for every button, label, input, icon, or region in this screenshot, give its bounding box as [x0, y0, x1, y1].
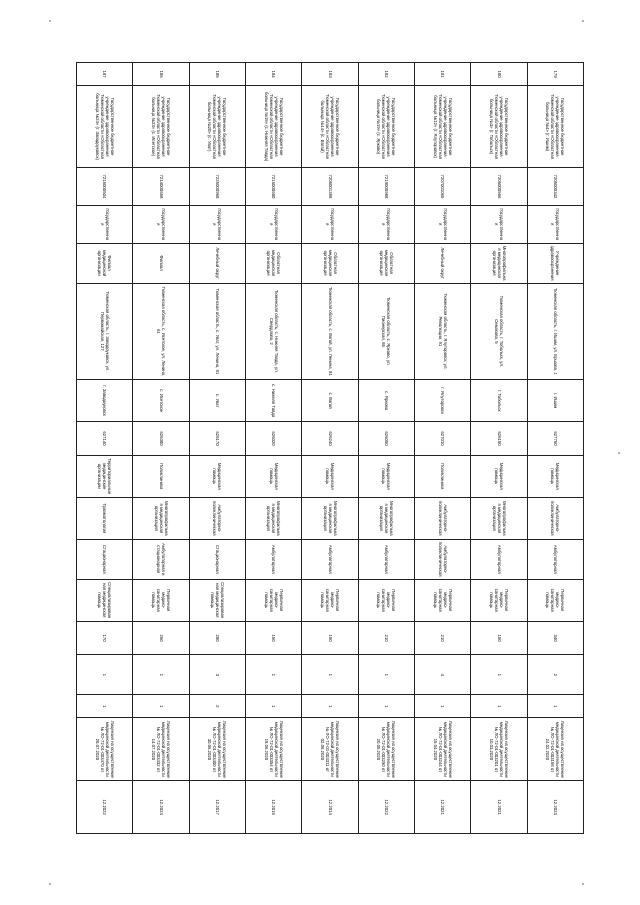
cell-count: 150 — [471, 621, 527, 655]
cell-q1: 1 — [77, 655, 133, 695]
cell-q1: 4 — [415, 655, 471, 695]
cell-q1: 1 — [471, 655, 527, 695]
cell-type: Амбулаторно-поликлиническая — [189, 497, 245, 539]
cell-ownership: Государственная — [471, 205, 527, 243]
cell-type: Многопрофильная медицинская организация — [133, 497, 189, 539]
cell-form: Учреждение здравоохранения — [527, 243, 583, 283]
cell-subtype: Амбулаторная — [527, 539, 583, 579]
cell-date: 12.2015 — [246, 781, 302, 834]
cell-q1: 3 — [189, 655, 245, 695]
cell-q1: 1 — [302, 655, 358, 695]
cell-locality: г. Тобольск — [471, 380, 527, 422]
cell-form: Лечебный округ — [415, 243, 471, 283]
cell-address: Тюменская область, с. Вагай, ул. Ленина, 81 — [302, 283, 358, 380]
cell-form: Филиал медицинской организации — [77, 243, 133, 283]
cell-form: Областная медицинская организация — [302, 243, 358, 283]
cell-locality: г. Ялуторовск — [415, 380, 471, 422]
cell-ownership: Государственная — [77, 205, 133, 243]
cell-date: 12.2014 — [302, 781, 358, 834]
table-row — [302, 63, 358, 834]
cell-name: Государственное бюджетное учреждение здравоохранения Тюменской области «Областная больница №4» (г. Ишим) — [527, 86, 583, 168]
cell-license: Лицензия на осуществление медицинской деятельности № ЛО-72-01-003400 от 30.06.2020 — [189, 718, 245, 781]
cell-capacity: Специализированная медицинская помощь — [77, 579, 133, 621]
cell-subtype: Амбулаторная — [358, 539, 414, 579]
cell-q1: 1 — [133, 655, 189, 695]
cell-count: 150 — [246, 621, 302, 655]
table-row — [77, 63, 133, 834]
cell-form: Областная медицинская организация — [246, 243, 302, 283]
cell-ownership: Государственная — [189, 205, 245, 243]
cell-count: 210 — [358, 621, 414, 655]
cell-capacity: Первичная медико-санитарная помощь — [302, 579, 358, 621]
cell-locality: с. Ярково — [358, 380, 414, 422]
cell-capacity: Первичная медико-санитарная помощь — [358, 579, 414, 621]
cell-subtype: Амбулаторная — [302, 539, 358, 579]
cell-capacity: Первичная медико-санитарная помощь — [133, 579, 189, 621]
cell-capacity: Специализированная медицинская помощь — [189, 579, 245, 621]
cell-index: 626240 — [302, 422, 358, 456]
cell-q2: 1 — [246, 695, 302, 718]
cell-type: Многопрофильная медицинская организация — [358, 497, 414, 539]
cell-type: Амбулаторно-поликлиническая — [527, 497, 583, 539]
cell-inn: 7225000968 — [189, 168, 245, 206]
cell-num: 185 — [189, 63, 245, 86]
rotated-table-wrapper — [76, 62, 584, 834]
cell-num: 179 — [527, 63, 583, 86]
cell-category: Медицинская помощь — [471, 455, 527, 497]
cell-q1: 2 — [527, 655, 583, 695]
cell-type: Многопрофильная медицинская организация — [471, 497, 527, 539]
cell-address: Тюменская область, с. Исетское, ул. Ленина, 61 — [133, 283, 189, 380]
cell-date: 12.2021 — [471, 781, 527, 834]
cell-license: Лицензия на осуществление медицинской деятельности № ЛО-72-01-003354 от 18.06.2020 — [246, 718, 302, 781]
cell-address: Тюменская область, г. Заводоуковск, ул. Первомайская, 127 — [77, 283, 133, 380]
scan-speck — [49, 20, 51, 22]
cell-q2: 1 — [302, 695, 358, 718]
cell-name: Государственное бюджетное учреждение здравоохранения Тюменской области «Областная больница №20» (с. Уват) — [189, 86, 245, 168]
cell-subtype: Амбулаторная — [471, 539, 527, 579]
cell-q2: 1 — [415, 695, 471, 718]
cell-date: 12.2021 — [415, 781, 471, 834]
cell-q2: 2 — [189, 695, 245, 718]
cell-index: 627010 — [415, 422, 471, 456]
cell-index: 626020 — [246, 422, 302, 456]
cell-capacity: Первичная медико-санитарная помощь — [527, 579, 583, 621]
cell-name: Государственное бюджетное учреждение здравоохранения Тюменской области «Областная больница №12» (г. Ялуторовск) — [415, 86, 471, 168]
cell-q2: 1 — [471, 695, 527, 718]
cell-index: 627750 — [527, 422, 583, 456]
cell-index: 626050 — [358, 422, 414, 456]
cell-locality: с. Исетское — [133, 380, 189, 422]
cell-category: Поликлиника — [415, 455, 471, 497]
cell-q1: 1 — [246, 655, 302, 695]
table-row — [189, 63, 245, 834]
cell-subtype: Амбулаторная и стационарная — [133, 539, 189, 579]
cell-category: Территориальные медицинские организации — [77, 455, 133, 497]
cell-locality: с. Нижняя Тавда — [246, 380, 302, 422]
cell-date: 12.2017 — [189, 781, 245, 834]
cell-name: Государственное бюджетное учреждение здравоохранения Тюменской области «Областная больница №19» (с. Ярково) — [358, 86, 414, 168]
cell-count: 340 — [527, 621, 583, 655]
cell-q1: 1 — [358, 655, 414, 695]
cell-address: Тюменская область, г. Тобольск, ул. Семакова, 5 — [471, 283, 527, 380]
cell-subtype: Стационарная — [77, 539, 133, 579]
cell-num: 187 — [77, 63, 133, 86]
cell-name: Государственное бюджетное учреждение здравоохранения Тюменской области «Областная больница №14» (с. Вагай) — [302, 86, 358, 168]
cell-ownership: Государственная — [302, 205, 358, 243]
cell-ownership: Государственная — [358, 205, 414, 243]
cell-address: Тюменская область, с. Нижняя Тавда, ул. Свердлова, 2 — [246, 283, 302, 380]
cell-count: 150 — [302, 621, 358, 655]
cell-ownership: Государственная — [133, 205, 189, 243]
cell-num: 181 — [415, 63, 471, 86]
cell-subtype: Стационарная — [189, 539, 245, 579]
table-row — [415, 63, 471, 834]
cell-license: Лицензия на осуществление медицинской деятельности № ЛО-72-01-003290 от 20.05.2020 — [358, 718, 414, 781]
cell-name: Государственное бюджетное учреждение здравоохранения Тюменской области «Областная больница №23» (с. Исетское) — [133, 86, 189, 168]
table-row — [246, 63, 302, 834]
cell-form: Филиал — [133, 243, 189, 283]
cell-inn: 7207001065 — [415, 168, 471, 206]
cell-capacity: Первичная медико-санитарная помощь — [246, 579, 302, 621]
cell-ownership: Государственная — [246, 205, 302, 243]
cell-license: Лицензия на осуществление медицинской деятельности № ЛО-72-01-003201 от 10.03.2020 — [471, 718, 527, 781]
cell-address: Тюменская область, г. Ялуторовск, ул. Революции, 91 — [415, 283, 471, 380]
cell-address: Тюменская область, с. Уват, ул. Ленина, 91 — [189, 283, 245, 380]
cell-category: Поликлиника — [133, 455, 189, 497]
registry-table — [76, 62, 584, 834]
cell-form: Областная медицинская организация — [358, 243, 414, 283]
table-row — [133, 63, 189, 834]
cell-date: 12.2024 — [133, 781, 189, 834]
cell-form: Лечебный округ — [189, 243, 245, 283]
cell-license: Лицензия на осуществление медицинской деятельности № ЛО-72-01-003432 от 14.07.2020 — [133, 718, 189, 781]
cell-inn: 7215000604 — [77, 168, 133, 206]
cell-subtype: Амбулаторная — [246, 539, 302, 579]
cell-locality: с. Вагай — [302, 380, 358, 422]
cell-type: Многопрофильная медицинская организация — [302, 497, 358, 539]
cell-category: Медицинская помощь — [246, 455, 302, 497]
cell-license: Лицензия на осуществление медицинской деятельности № ЛО-72-01-003244 от 15.04.2020 — [415, 718, 471, 781]
cell-license: Лицензия на осуществление медицинской деятельности № ЛО-72-01-003470 от 28.07.2020 — [77, 718, 133, 781]
cell-category: Медицинская помощь — [302, 455, 358, 497]
cell-ownership: Государственная — [527, 205, 583, 243]
scan-speck — [618, 452, 620, 454]
cell-locality: с. Уват — [189, 380, 245, 422]
cell-q2: 1 — [133, 695, 189, 718]
cell-count: 280 — [189, 621, 245, 655]
cell-q2: 1 — [527, 695, 583, 718]
cell-name: Государственное бюджетное учреждение здравоохранения Тюменской области «Областная больница №3» (г. Тобольск) — [471, 86, 527, 168]
table-row — [527, 63, 583, 834]
cell-category: Медицинская помощь — [358, 455, 414, 497]
cell-num: 184 — [246, 63, 302, 86]
scan-speck — [582, 20, 584, 22]
cell-type: Амбулаторно-поликлиническая — [415, 497, 471, 539]
cell-q2: 1 — [77, 695, 133, 718]
cell-subtype: Амбулаторно-поликлиническая — [415, 539, 471, 579]
cell-num: 186 — [133, 63, 189, 86]
cell-inn: 7206001398 — [302, 168, 358, 206]
cell-type: Многопрофильная медицинская организация — [246, 497, 302, 539]
cell-num: 180 — [471, 63, 527, 86]
cell-count: 260 — [133, 621, 189, 655]
cell-inn: 7205000342 — [527, 168, 583, 206]
cell-locality: г. Ишим — [527, 380, 583, 422]
cell-index: 627140 — [77, 422, 133, 456]
cell-category: Медицинская помощь — [527, 455, 583, 497]
cell-num: 183 — [302, 63, 358, 86]
cell-date: 12.2023 — [527, 781, 583, 834]
cell-q2: 1 — [358, 695, 414, 718]
cell-name: Государственное бюджетное учреждение здравоохранения Тюменской области «Областная больница №24» (г. Заводоуковск) — [77, 86, 133, 168]
cell-ownership: Государственная — [415, 205, 471, 243]
cell-date: 12.2022 — [358, 781, 414, 834]
cell-index: 626150 — [471, 422, 527, 456]
cell-capacity: Первичная медико-санитарная помощь — [471, 579, 527, 621]
cell-type: Травматология — [77, 497, 133, 539]
cell-locality: г. Заводоуковск — [77, 380, 133, 422]
cell-inn: 7214000658 — [133, 168, 189, 206]
cell-date: 12.2022 — [77, 781, 133, 834]
cell-address: Тюменская область, г. Ишим, ул. Ершова, 1 — [527, 283, 583, 380]
cell-name: Государственное бюджетное учреждение здравоохранения Тюменской области «Областная больница №15» (с. Нижняя Тавда) — [246, 86, 302, 168]
cell-inn: 7216000680 — [246, 168, 302, 206]
scan-speck — [49, 883, 51, 885]
scan-speck — [582, 883, 584, 885]
table-row — [358, 63, 414, 834]
cell-category: Медицинская помощь — [189, 455, 245, 497]
cell-inn: 7206000566 — [471, 168, 527, 206]
cell-form: Многопрофильная медицинская организация — [471, 243, 527, 283]
cell-license: Лицензия на осуществление медицинской деятельности № ЛО-72-01-003158 от 24.02.2020 — [527, 718, 583, 781]
cell-address: Тюменская область, с. Ярково, ул. Пионерская, 86 — [358, 283, 414, 380]
cell-index: 626170 — [189, 422, 245, 456]
cell-capacity: Первичная медико-санитарная помощь — [415, 579, 471, 621]
cell-count: 210 — [415, 621, 471, 655]
cell-inn: 7219000988 — [358, 168, 414, 206]
cell-count: 170 — [77, 621, 133, 655]
cell-index: 626380 — [133, 422, 189, 456]
cell-license: Лицензия на осуществление медицинской деятельности № ЛО-72-01-003311 от 02.06.2020 — [302, 718, 358, 781]
table-row — [471, 63, 527, 834]
cell-num: 182 — [358, 63, 414, 86]
